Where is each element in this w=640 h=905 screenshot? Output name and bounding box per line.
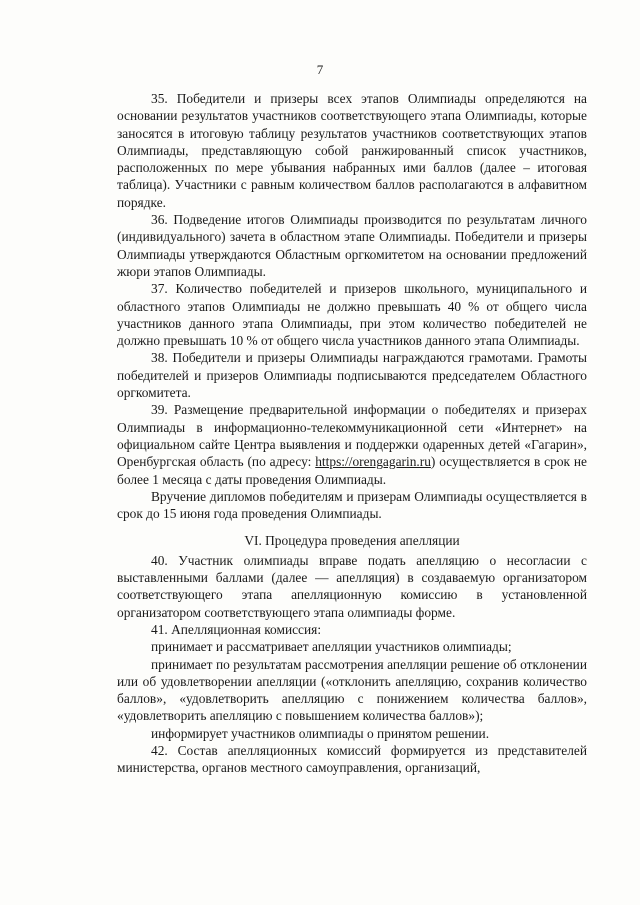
paragraph-diplomas: Вручение дипломов победителям и призерам Олимпиады осуществляется в срок до 15 июня года проведения Олимпиады.	[117, 488, 587, 522]
website-link[interactable]: https://orengagarin.ru	[315, 454, 431, 470]
paragraph-39-text-start: 39. Размещение предварительной информации о победителях и призерах Олимпиады в информационно-телекоммуникационной сети «Интернет» на официальном сайте Центра выявления и поддержки одаренных детей «Гагарин», Оренбургская область (по адресу:	[117, 402, 587, 470]
page-number: 7	[316, 62, 324, 77]
document-body	[117, 90, 587, 777]
paragraph-41-item-2: принимает по результатам рассмотрения апелляции решение об отклонении или об удовлетворении апелляции («отклонить апелляцию, сохранив количество баллов», «удовлетворить апелляцию с понижением количества баллов», «удовлетворить апелляцию с повышением количества баллов»);	[117, 656, 587, 724]
paragraph-41-item-3: информирует участников олимпиады о принятом решении.	[151, 725, 490, 741]
paragraph-39-text-end: ) осуществляется в срок не более 1 месяца с даты проведения Олимпиады.	[117, 454, 587, 487]
paragraph-42: 42. Состав апелляционных комиссий формируется из представителей министерства, органов местного самоуправления, организаций,	[117, 742, 587, 776]
paragraph-41-item-1: принимает и рассматривает апелляции участников олимпиады;	[151, 639, 512, 655]
paragraph-35: 35. Победители и призеры всех этапов Олимпиады определяются на основании результатов участников соответствующего этапа Олимпиады, которые заносятся в итоговую таблицу результатов участников соответствующих этапов Олимпиады, представляющую собой ранжированный список участников, расположенных по мере убывания набранных ими баллов (далее – итоговая таблица). Участники с равным количеством баллов располагаются в алфавитном порядке.	[117, 91, 587, 210]
section-title: VI. Процедура проведения апелляции	[244, 533, 460, 549]
paragraph-40: 40. Участник олимпиады вправе подать апелляцию о несогласии с выставленными баллами (далее — апелляция) в создаваемую организатором соответствующего этапа апелляционную комиссию в установленной организатором соответствующего этапа олимпиады форме.	[117, 552, 587, 620]
paragraph-41: 41. Апелляционная комиссия:	[151, 621, 322, 637]
paragraph-37: 37. Количество победителей и призеров школьного, муниципального и областного этапов Олимпиады не должно превышать 40 % от общего числа участников данного этапа Олимпиады, при этом количество победителей не должно превышать 10 % от общего числа участников данного этапа Олимпиады.	[117, 281, 587, 349]
paragraph-39	[117, 401, 587, 487]
paragraph-38: 38. Победители и призеры Олимпиады награждаются грамотами. Грамоты победителей и призеров Олимпиады подписываются председателем Областного оргкомитета.	[117, 350, 587, 401]
paragraph-36: 36. Подведение итогов Олимпиады производится по результатам личного (индивидуального) зачета в областном этапе Олимпиады. Победители и призеры Олимпиады утверждаются Областным оргкомитетом на основании предложений жюри этапов Олимпиады.	[117, 212, 587, 279]
